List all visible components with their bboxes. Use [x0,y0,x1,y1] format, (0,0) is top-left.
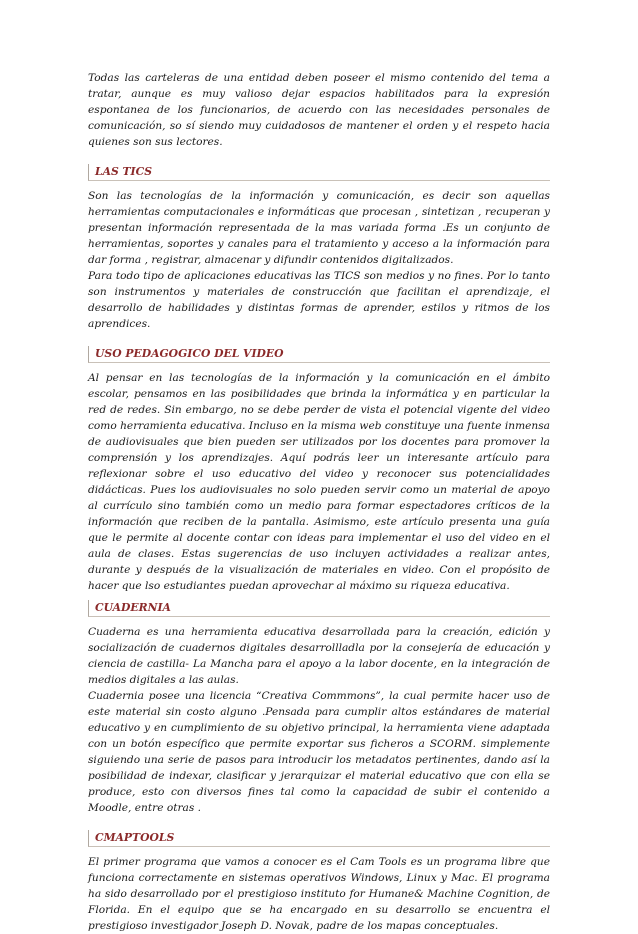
section-paragraph: Cuadernia posee una licencia “Creativa Commmons”, la cual permite hacer uso de este material sin costo alguno .Pensada para cumplir altos estándares de material educativo y en cumplimiento de su objetivo principal, la herramienta viene adaptada con un botón específico que permite exportar sus ficheros a SCORM. simplemente siguiendo una serie de pasos para introducir los metadatos pertinentes, dando así la posibilidad de indexar, clasificar y jerarquizar el material educativo que con ella se produce, esto con diversos fines tal como la capacidad de subir el contenido a Moodle, entre otras . [88,690,550,814]
section-heading: USO PEDAGOGICO DEL VIDEO [88,346,550,363]
section-paragraph: El primer programa que vamos a conocer es el Cam Tools es un programa libre que funciona correctamente en sistemas operativos Windows, Linux y Mac. El programa ha sido desarrollado por el prestigioso instituto for Humane& Machine Cognition, de Florida. En el equipo que se ha encargado en su desarrollo se encuentra el prestigioso investigador Joseph D. Novak, padre de los mapas conceptuales. [88,856,550,932]
intro-paragraph: Todas las carteleras de una entidad deben poseer el mismo contenido del tema a tratar, aunque es muy valioso dejar espacios habilitados para la expresión espontanea de los funcionarios, de acuerdo con las necesidades personales de comunicación, so sí siendo muy cuidadosos de mantener el orden y el respeto hacia quienes son sus lectores. [88,72,550,148]
section-heading: CUADERNIA [88,600,550,617]
section-cmaptools [88,830,550,934]
document-body [88,70,550,934]
section-las-tics [88,164,550,332]
section-paragraph: Para todo tipo de aplicaciones educativas las TICS son medios y no fines. Por lo tanto son instrumentos y materiales de construcción que facilitan el aprendizaje, el desarrollo de habilidades y distintas formas de aprender, estilos y ritmos de los aprendices. [88,270,550,330]
section-cuadernia [88,600,550,816]
section-paragraph: Al pensar en las tecnologías de la información y la comunicación en el ámbito escolar, pensamos en las posibilidades que brinda la informática y en particular la red de redes. Sin embargo, no se debe perder de vista el potencial vigente del video como herramienta educativa. Incluso en la misma web constituye una fuente inmensa de audiovisuales que bien pueden ser utilizados por los docentes para promover la comprensión y los aprendizajes. Aquí podrás leer un interesante artículo para reflexionar sobre el uso educativo del video y reconocer sus potencialidades didácticas. Pues los audiovisuales no solo pueden servir como un material de apoyo al currículo sino también como un medio para formar espectadores críticos de la información que reciben de la pantalla. Asimismo, este artículo presenta una guía que le permite al docente contar con ideas para implementar el uso del video en el aula de clases. Estas sugerencias de uso incluyen actividades a realizar antes, durante y después de la visualización de materiales en video. Con el propósito de hacer que lso estudiantes puedan aprovechar al máximo su riqueza educativa. [88,372,550,592]
section-paragraph: Son las tecnologías de la información y comunicación, es decir son aquellas herramientas computacionales e informáticas que procesan , sintetizan , recuperan y presentan información representada de la mas variada forma .Es un conjunto de herramientas, soportes y canales para el tratamiento y acceso a la información para dar forma , registrar, almacenar y difundir contenidos digitalizados. [88,190,550,266]
section-paragraph: Cuaderna es una herramienta educativa desarrollada para la creación, edición y socialización de cuadernos digitales desarrollladla por la consejería de educación y ciencia de castilla- La Mancha para el apoyo a la labor docente, en la integración de medios digitales a las aulas. [88,626,550,686]
section-heading: CMAPTOOLS [88,830,550,847]
section-heading: LAS TICS [88,164,550,181]
section-uso-pedagogico-del-video [88,346,550,594]
